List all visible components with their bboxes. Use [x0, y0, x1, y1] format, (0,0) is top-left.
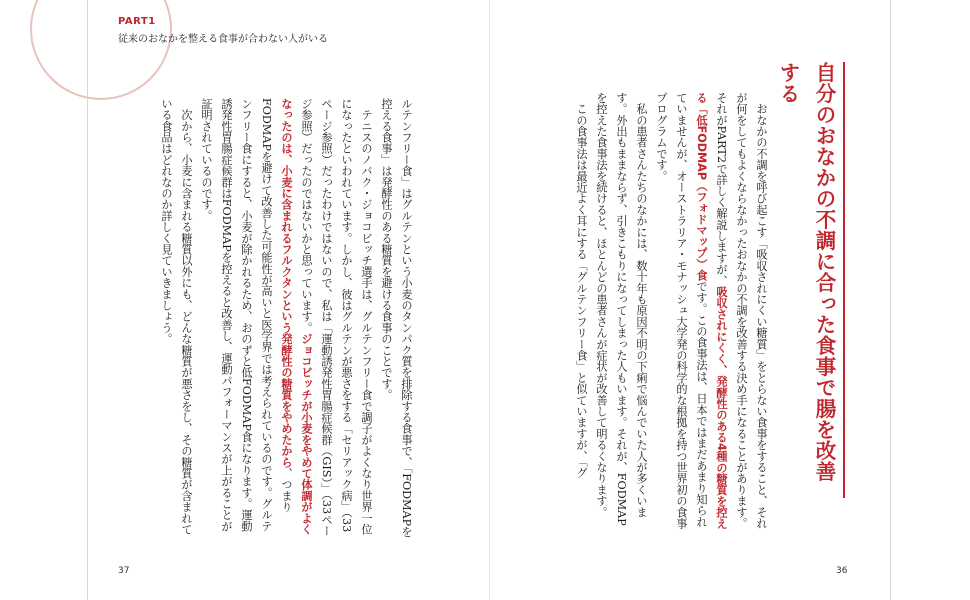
body-paragraph	[376, 98, 416, 538]
body-paragraph	[571, 92, 591, 532]
body-text: ルテンフリー食」はグルテンという小麦のタンパク質を排除する食事で、「FODMAPを控える食事」は発酵性のある糖質を避ける食事のことです。	[380, 98, 413, 538]
body-text: テニスのノバク・ジョコビッチ選手は、グルテンフリー食で調子がよくなり世界一位になったといわれています。しかし、彼はグルテンが悪さをする「セリアック病」（33ページ参照）だったわけではないので、私は「運動誘発性胃腸症候群（GIS）」（33ページ参照）だったのではないかと思っています。	[300, 98, 373, 537]
chapter-title: 自分のおなかの不調に合った食事で腸を改善する	[776, 62, 836, 482]
body-text: 、つまりFODMAPを避けて改善した可能性が高いと医学界では考えられているのです。グルテンフリー食にすると、小麦が除かれるため、おのずと低FODMAP食になります。運動誘発性胃腸症候群はFODMAPを控えると改善し、運動パフォーマンスが上がることが証明されているのです。	[200, 98, 293, 532]
page-gutter	[489, 0, 490, 600]
chapter-title-block	[776, 62, 842, 502]
part-label: PART1	[118, 16, 156, 27]
body-text: 私の患者さんたちのなかには、数十年も原因不明の下痢で悩んでいた人が多くいます。外出もままならず、引きこもりになってしまった人もいます。それが、FODMAPを控えた食事法を続けると、ほとんどの患者さんが症状が改善して明るくなります。	[595, 92, 648, 526]
highlight-text: 吸収されにくく、発酵性のある4種の糖質を控える「低FODMAP（フォドマップ）食	[695, 92, 728, 530]
body-paragraph	[591, 92, 651, 532]
body-text: おなかの不調を呼び起こす「吸収されにくい糖質」をとらない食事をすること、それが何をしてもよくならなかったおなかの不調を改善する決め手になることがあります。それがPART2で詳しく解説しますが、	[715, 92, 768, 529]
right-page-body	[515, 92, 771, 532]
highlight-text: ジョコビッチが小麦をやめて体調がよくなったのは、小麦に含まれるフルクタンという発酵性の糖質をやめたから	[280, 98, 313, 535]
body-text: です。この食事法は、日本ではまだあまり知られていませんが、オーストラリア・モナッシュ大学発の科学的な根拠を持つ世界初の食事プログラムです。	[655, 92, 708, 529]
page-number-left: 37	[118, 566, 130, 576]
body-paragraph	[196, 98, 376, 538]
body-text: 次から、小麦に含まれる糖質以外にも、どんな糖質が悪さをし、その糖質が含まれている食品はどれなのか詳しく見ていきましょう。	[160, 98, 193, 535]
part-subtitle: 従来のおなかを整える食事が合わない人がいる	[118, 34, 328, 45]
left-page-body	[126, 98, 416, 538]
body-paragraph	[156, 98, 196, 538]
body-text: この食事法は最近よく耳にする「グルテンフリー食」と似ていますが、「グ	[575, 103, 588, 479]
page-number-right: 36	[836, 566, 848, 576]
title-accent-bar	[843, 62, 845, 498]
body-paragraph	[651, 92, 771, 532]
